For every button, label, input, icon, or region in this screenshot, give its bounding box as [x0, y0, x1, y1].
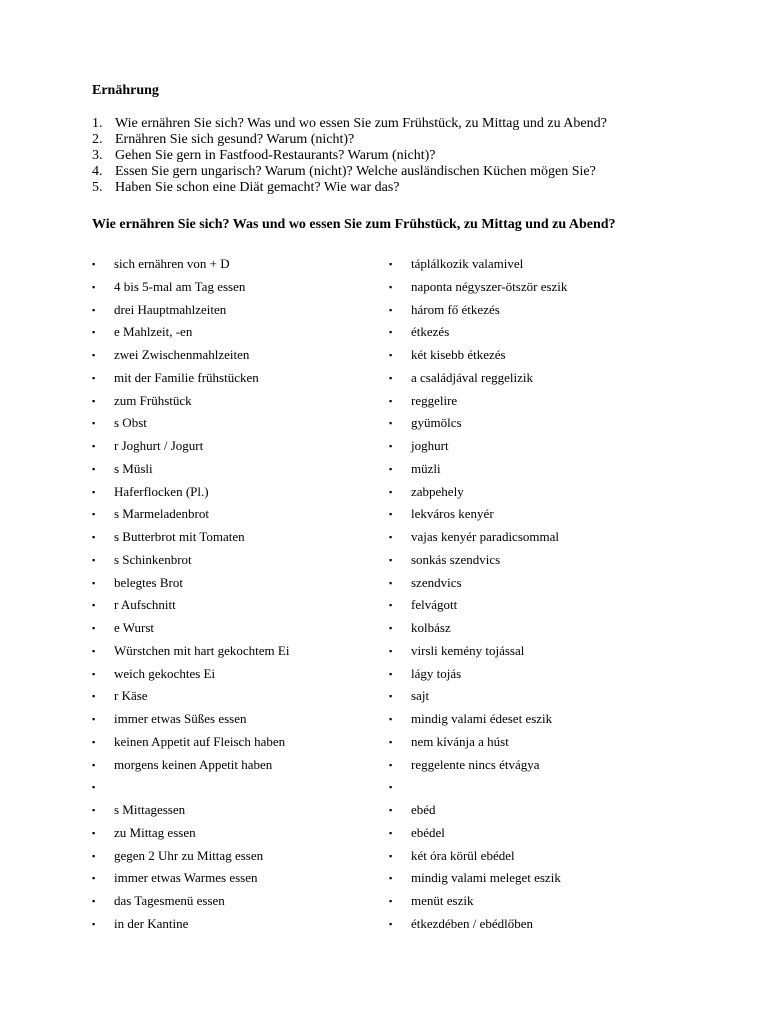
vocab-german-text: weich gekochtes Ei [114, 665, 216, 681]
bullet-icon: ▪ [92, 486, 96, 497]
vocab-row [92, 301, 692, 324]
bullet-icon: ▪ [92, 441, 96, 451]
bullet-icon: ▪ [92, 418, 96, 429]
question-text: Essen Sie gern ungarisch? Warum (nicht)? Welche ausländischen Küchen mögen Sie? [115, 164, 596, 179]
vocab-german-text: gegen 2 Uhr zu Mittag essen [114, 847, 264, 863]
question-item [92, 164, 607, 180]
vocab-hungarian-text: sajt [411, 688, 430, 704]
bullet-icon: ▪ [389, 463, 393, 474]
vocab-german-text: belegtes Brot [114, 574, 183, 590]
vocab-german-text: s Butterbrot mit Tomaten [114, 529, 245, 544]
bullet-icon: ▪ [389, 691, 393, 702]
vocab-hungarian-text: két óra körül ebédel [411, 847, 515, 863]
vocab-row [92, 733, 692, 756]
vocab-hungarian-text: virsli kemény tojással [411, 642, 525, 658]
bullet-icon: ▪ [92, 736, 96, 747]
vocab-row [92, 596, 692, 619]
vocab-hungarian-text: zabpehely [411, 483, 464, 499]
vocab-row [92, 255, 692, 278]
bullet-icon: ▪ [92, 645, 96, 656]
bullet-icon: ▪ [389, 350, 393, 360]
bullet-icon: ▪ [92, 759, 96, 770]
vocab-german-text: s Obst [114, 415, 147, 431]
bullet-icon: ▪ [92, 714, 96, 724]
vocab-german-text: zu Mittag essen [114, 824, 196, 840]
bullet-icon: ▪ [389, 304, 393, 315]
vocab-hungarian-text: nem kívánja a húst [411, 733, 509, 749]
vocab-german-text: r Käse [114, 688, 148, 704]
bullet-icon: ▪ [389, 259, 393, 269]
vocab-row [92, 483, 692, 506]
vocab-hungarian-text: reggelire [411, 392, 458, 408]
vocab-german-text: mit der Familie frühstücken [114, 369, 259, 385]
vocab-row [92, 915, 692, 938]
bullet-icon: ▪ [389, 782, 393, 793]
vocab-row [92, 619, 692, 642]
bullet-icon: ▪ [389, 645, 393, 656]
vocab-row [92, 710, 692, 733]
bullet-icon: ▪ [389, 395, 393, 406]
bullet-icon: ▪ [389, 327, 393, 338]
bullet-icon: ▪ [389, 600, 393, 611]
question-list [92, 116, 607, 196]
vocab-hungarian-text: reggelente nincs étvágya [411, 756, 540, 772]
vocab-hungarian-text: menüt eszik [411, 893, 474, 908]
section-heading: Wie ernähren Sie sich? Was und wo essen Sie zum Frühstück, zu Mittag und zu Abend? [92, 217, 616, 232]
bullet-icon: ▪ [92, 691, 96, 702]
bullet-icon: ▪ [389, 623, 393, 633]
vocab-row [92, 642, 692, 665]
bullet-icon: ▪ [389, 714, 393, 724]
vocab-hungarian-text: két kisebb étkezés [411, 347, 506, 362]
vocab-german-text: immer etwas Süßes essen [114, 711, 247, 726]
vocab-hungarian-text: felvágott [411, 597, 458, 613]
vocab-row [92, 460, 692, 483]
vocab-hungarian-text: sonkás szendvics [411, 551, 501, 567]
bullet-icon: ▪ [92, 782, 96, 793]
bullet-icon: ▪ [92, 850, 96, 861]
vocab-german-text: immer etwas Warmes essen [114, 870, 258, 886]
vocab-german-text: r Joghurt / Jogurt [114, 438, 204, 453]
bullet-icon: ▪ [92, 577, 96, 588]
vocab-row [92, 369, 692, 392]
bullet-icon: ▪ [389, 668, 393, 679]
vocabulary-list [92, 255, 692, 938]
vocab-hungarian-text: a családjával reggelizik [411, 369, 533, 385]
vocab-row [92, 278, 692, 301]
bullet-icon: ▪ [92, 554, 96, 565]
vocab-german-text: s Müsli [114, 460, 153, 476]
vocab-german-text: e Mahlzeit, -en [114, 324, 193, 340]
bullet-icon: ▪ [92, 395, 96, 406]
vocab-hungarian-text: étkezés [411, 324, 450, 340]
vocab-german-text: das Tagesmenü essen [114, 893, 225, 908]
vocab-german-text: s Mittagessen [114, 802, 186, 817]
vocab-row [92, 323, 692, 346]
vocab-hungarian-text: szendvics [411, 574, 462, 590]
vocab-german-text: e Wurst [114, 620, 155, 635]
bullet-icon: ▪ [92, 259, 96, 269]
vocab-german-text: Haferflocken (Pl.) [114, 483, 209, 499]
bullet-icon: ▪ [92, 623, 96, 633]
vocab-row [92, 528, 692, 551]
vocab-german-text: 4 bis 5-mal am Tag essen [114, 278, 246, 294]
bullet-icon: ▪ [389, 918, 393, 929]
vocab-hungarian-text: három fő étkezés [411, 301, 500, 317]
vocab-row [92, 665, 692, 688]
bullet-icon: ▪ [389, 372, 393, 383]
vocab-row [92, 574, 692, 597]
bullet-icon: ▪ [389, 805, 393, 815]
vocab-row [92, 505, 692, 528]
bullet-icon: ▪ [389, 759, 393, 770]
vocab-row [92, 346, 692, 369]
vocab-german-text: zwei Zwischenmahlzeiten [114, 347, 250, 362]
bullet-icon: ▪ [389, 281, 393, 292]
vocab-hungarian-text: táplálkozik valamivel [411, 256, 524, 271]
vocab-row [92, 414, 692, 437]
bullet-icon: ▪ [92, 509, 96, 520]
bullet-icon: ▪ [389, 873, 393, 884]
bullet-icon: ▪ [92, 668, 96, 679]
vocab-row [92, 824, 692, 847]
question-number: 1. [92, 116, 103, 131]
vocab-row [92, 801, 692, 824]
bullet-icon: ▪ [92, 873, 96, 884]
vocab-hungarian-text: lágy tojás [411, 665, 462, 681]
vocab-hungarian-text: ebédel [411, 824, 445, 840]
vocab-german-text: zum Frühstück [114, 392, 192, 408]
vocab-german-text: drei Hauptmahlzeiten [114, 301, 227, 317]
vocab-hungarian-text: lekváros kenyér [411, 506, 494, 522]
vocab-hungarian-text: étkezdében / ebédlőben [411, 915, 533, 931]
bullet-icon: ▪ [92, 600, 96, 611]
vocab-row [92, 551, 692, 574]
question-text: Ernähren Sie sich gesund? Warum (nicht)? [115, 132, 355, 147]
vocab-hungarian-text: mindig valami meleget eszik [411, 870, 561, 886]
question-number: 3. [92, 148, 103, 163]
vocab-row [92, 756, 692, 779]
bullet-icon: ▪ [92, 463, 96, 474]
question-number: 4. [92, 164, 103, 179]
question-item [92, 180, 607, 196]
bullet-icon: ▪ [389, 418, 393, 429]
bullet-icon: ▪ [389, 509, 393, 520]
bullet-icon: ▪ [92, 350, 96, 360]
bullet-icon: ▪ [92, 281, 96, 292]
bullet-icon: ▪ [389, 441, 393, 451]
vocab-hungarian-text: vajas kenyér paradicsommal [411, 529, 559, 544]
question-item [92, 132, 607, 148]
bullet-icon: ▪ [389, 896, 393, 906]
vocab-hungarian-text: joghurt [411, 438, 449, 453]
bullet-icon: ▪ [92, 918, 96, 929]
bullet-icon: ▪ [92, 372, 96, 383]
vocab-row [92, 869, 692, 892]
question-text: Wie ernähren Sie sich? Was und wo essen Sie zum Frühstück, zu Mittag und zu Abend? [115, 116, 607, 131]
vocab-german-text: s Marmeladenbrot [114, 506, 209, 522]
vocab-hungarian-text: naponta négyszer-ötször eszik [411, 278, 568, 294]
vocab-row [92, 437, 692, 460]
vocab-hungarian-text: kolbász [411, 620, 451, 635]
bullet-icon: ▪ [389, 736, 393, 747]
bullet-icon: ▪ [389, 577, 393, 588]
bullet-icon: ▪ [92, 532, 96, 542]
vocab-hungarian-text: ebéd [411, 802, 436, 817]
vocab-row [92, 687, 692, 710]
vocab-german-text: r Aufschnitt [114, 597, 176, 613]
bullet-icon: ▪ [389, 827, 393, 838]
vocab-row [92, 392, 692, 415]
question-number: 5. [92, 180, 103, 195]
bullet-icon: ▪ [92, 827, 96, 838]
vocab-hungarian-text: müzli [411, 460, 441, 476]
bullet-icon: ▪ [389, 532, 393, 542]
vocab-german-text: Würstchen mit hart gekochtem Ei [114, 642, 290, 658]
vocab-row [92, 778, 692, 801]
bullet-icon: ▪ [92, 304, 96, 315]
bullet-icon: ▪ [389, 554, 393, 565]
document-title: Ernährung [92, 83, 159, 98]
vocab-row [92, 892, 692, 915]
bullet-icon: ▪ [92, 805, 96, 815]
question-number: 2. [92, 132, 103, 147]
question-item [92, 148, 607, 164]
vocab-german-text: s Schinkenbrot [114, 551, 192, 567]
question-item [92, 116, 607, 132]
vocab-german-text: keinen Appetit auf Fleisch haben [114, 733, 286, 749]
vocab-row [92, 847, 692, 870]
bullet-icon: ▪ [92, 327, 96, 338]
question-text: Haben Sie schon eine Diät gemacht? Wie war das? [115, 180, 400, 195]
vocab-hungarian-text: gyümölcs [411, 415, 462, 431]
question-text: Gehen Sie gern in Fastfood-Restaurants? Warum (nicht)? [115, 148, 436, 163]
bullet-icon: ▪ [92, 896, 96, 906]
vocab-german-text: in der Kantine [114, 915, 189, 931]
bullet-icon: ▪ [389, 486, 393, 497]
bullet-icon: ▪ [389, 850, 393, 861]
vocab-hungarian-text: mindig valami édeset eszik [411, 711, 553, 726]
vocab-german-text: sich ernähren von + D [114, 256, 230, 271]
vocab-german-text: morgens keinen Appetit haben [114, 756, 273, 772]
